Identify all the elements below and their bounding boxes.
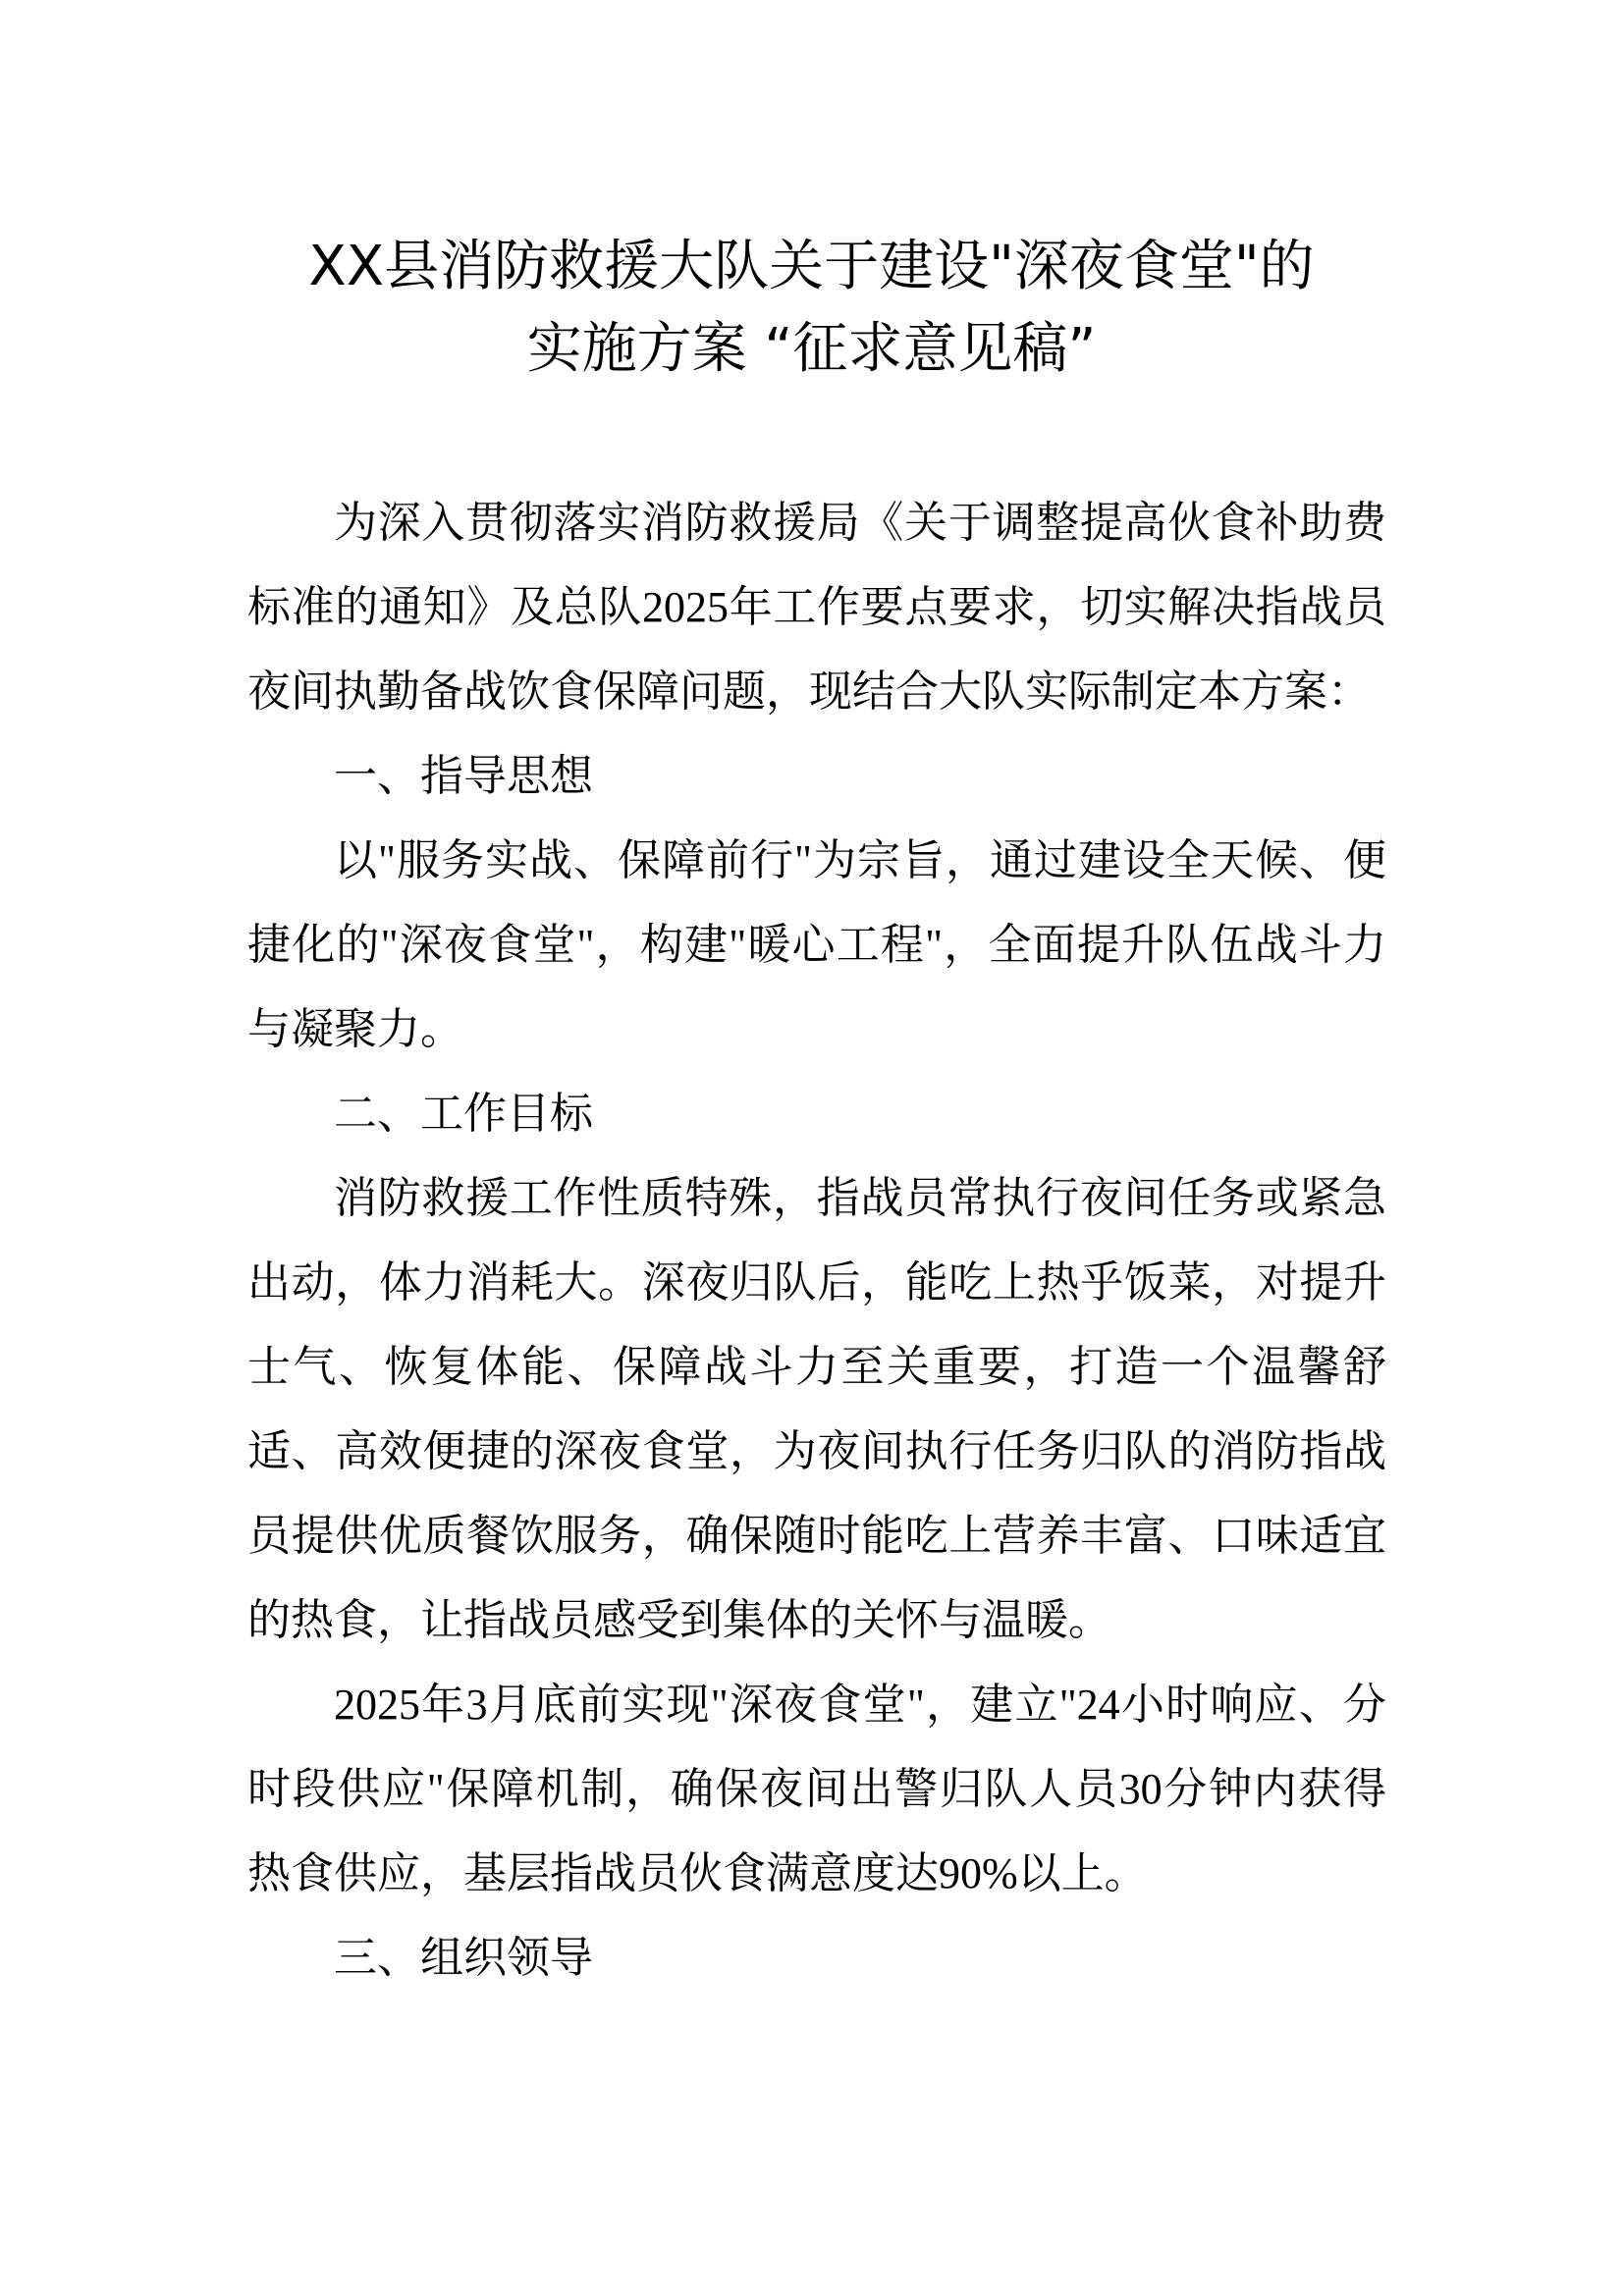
title-line-2: 实施方案 “征求意见稿” [526, 317, 1097, 381]
guiding-ideology-paragraph: 以"服务实战、保障前行"为宗旨，通过建设全天候、便捷化的"深夜食堂"，构建"暖心工程"，全面提升队伍战斗力与凝聚力。 [247, 836, 1386, 1053]
work-goals-target-paragraph: 2025年3月底前实现"深夜食堂"，建立"24小时响应、分时段供应"保障机制，确保夜间出警归队人员30分钟内获得热食供应，基层指战员伙食满意度达90%以上。 [247, 1681, 1386, 1897]
document-title [0, 226, 1623, 391]
work-goals-paragraph: 消防救援工作性质特殊，指战员常执行夜间任务或紧急出动，体力消耗大。深夜归队后，能吃上热乎饭菜，对提升士气、恢复体能、保障战斗力至关重要，打造一个温馨舒适、高效便捷的深夜食堂，为夜间执行任务归队的消防指战员提供优质餐饮服务，确保随时能吃上营养丰富、口味适宜的热食，让指战员感受到集体的关怀与温暖。 [247, 1174, 1386, 1644]
section-heading-organization: 三、组织领导 [334, 1934, 593, 1982]
title-line-1: XX县消防救援大队关于建设"深夜食堂"的 [308, 235, 1315, 298]
section-heading-work-goals: 二、工作目标 [334, 1090, 593, 1138]
document-body [247, 481, 1386, 2001]
section-heading-guiding-ideology: 一、指导思想 [334, 752, 593, 800]
intro-paragraph: 为深入贯彻落实消防救援局《关于调整提高伙食补助费标准的通知》及总队2025年工作要点要求，切实解决指战员夜间执勤备战饮食保障问题，现结合大队实际制定本方案： [247, 499, 1386, 716]
